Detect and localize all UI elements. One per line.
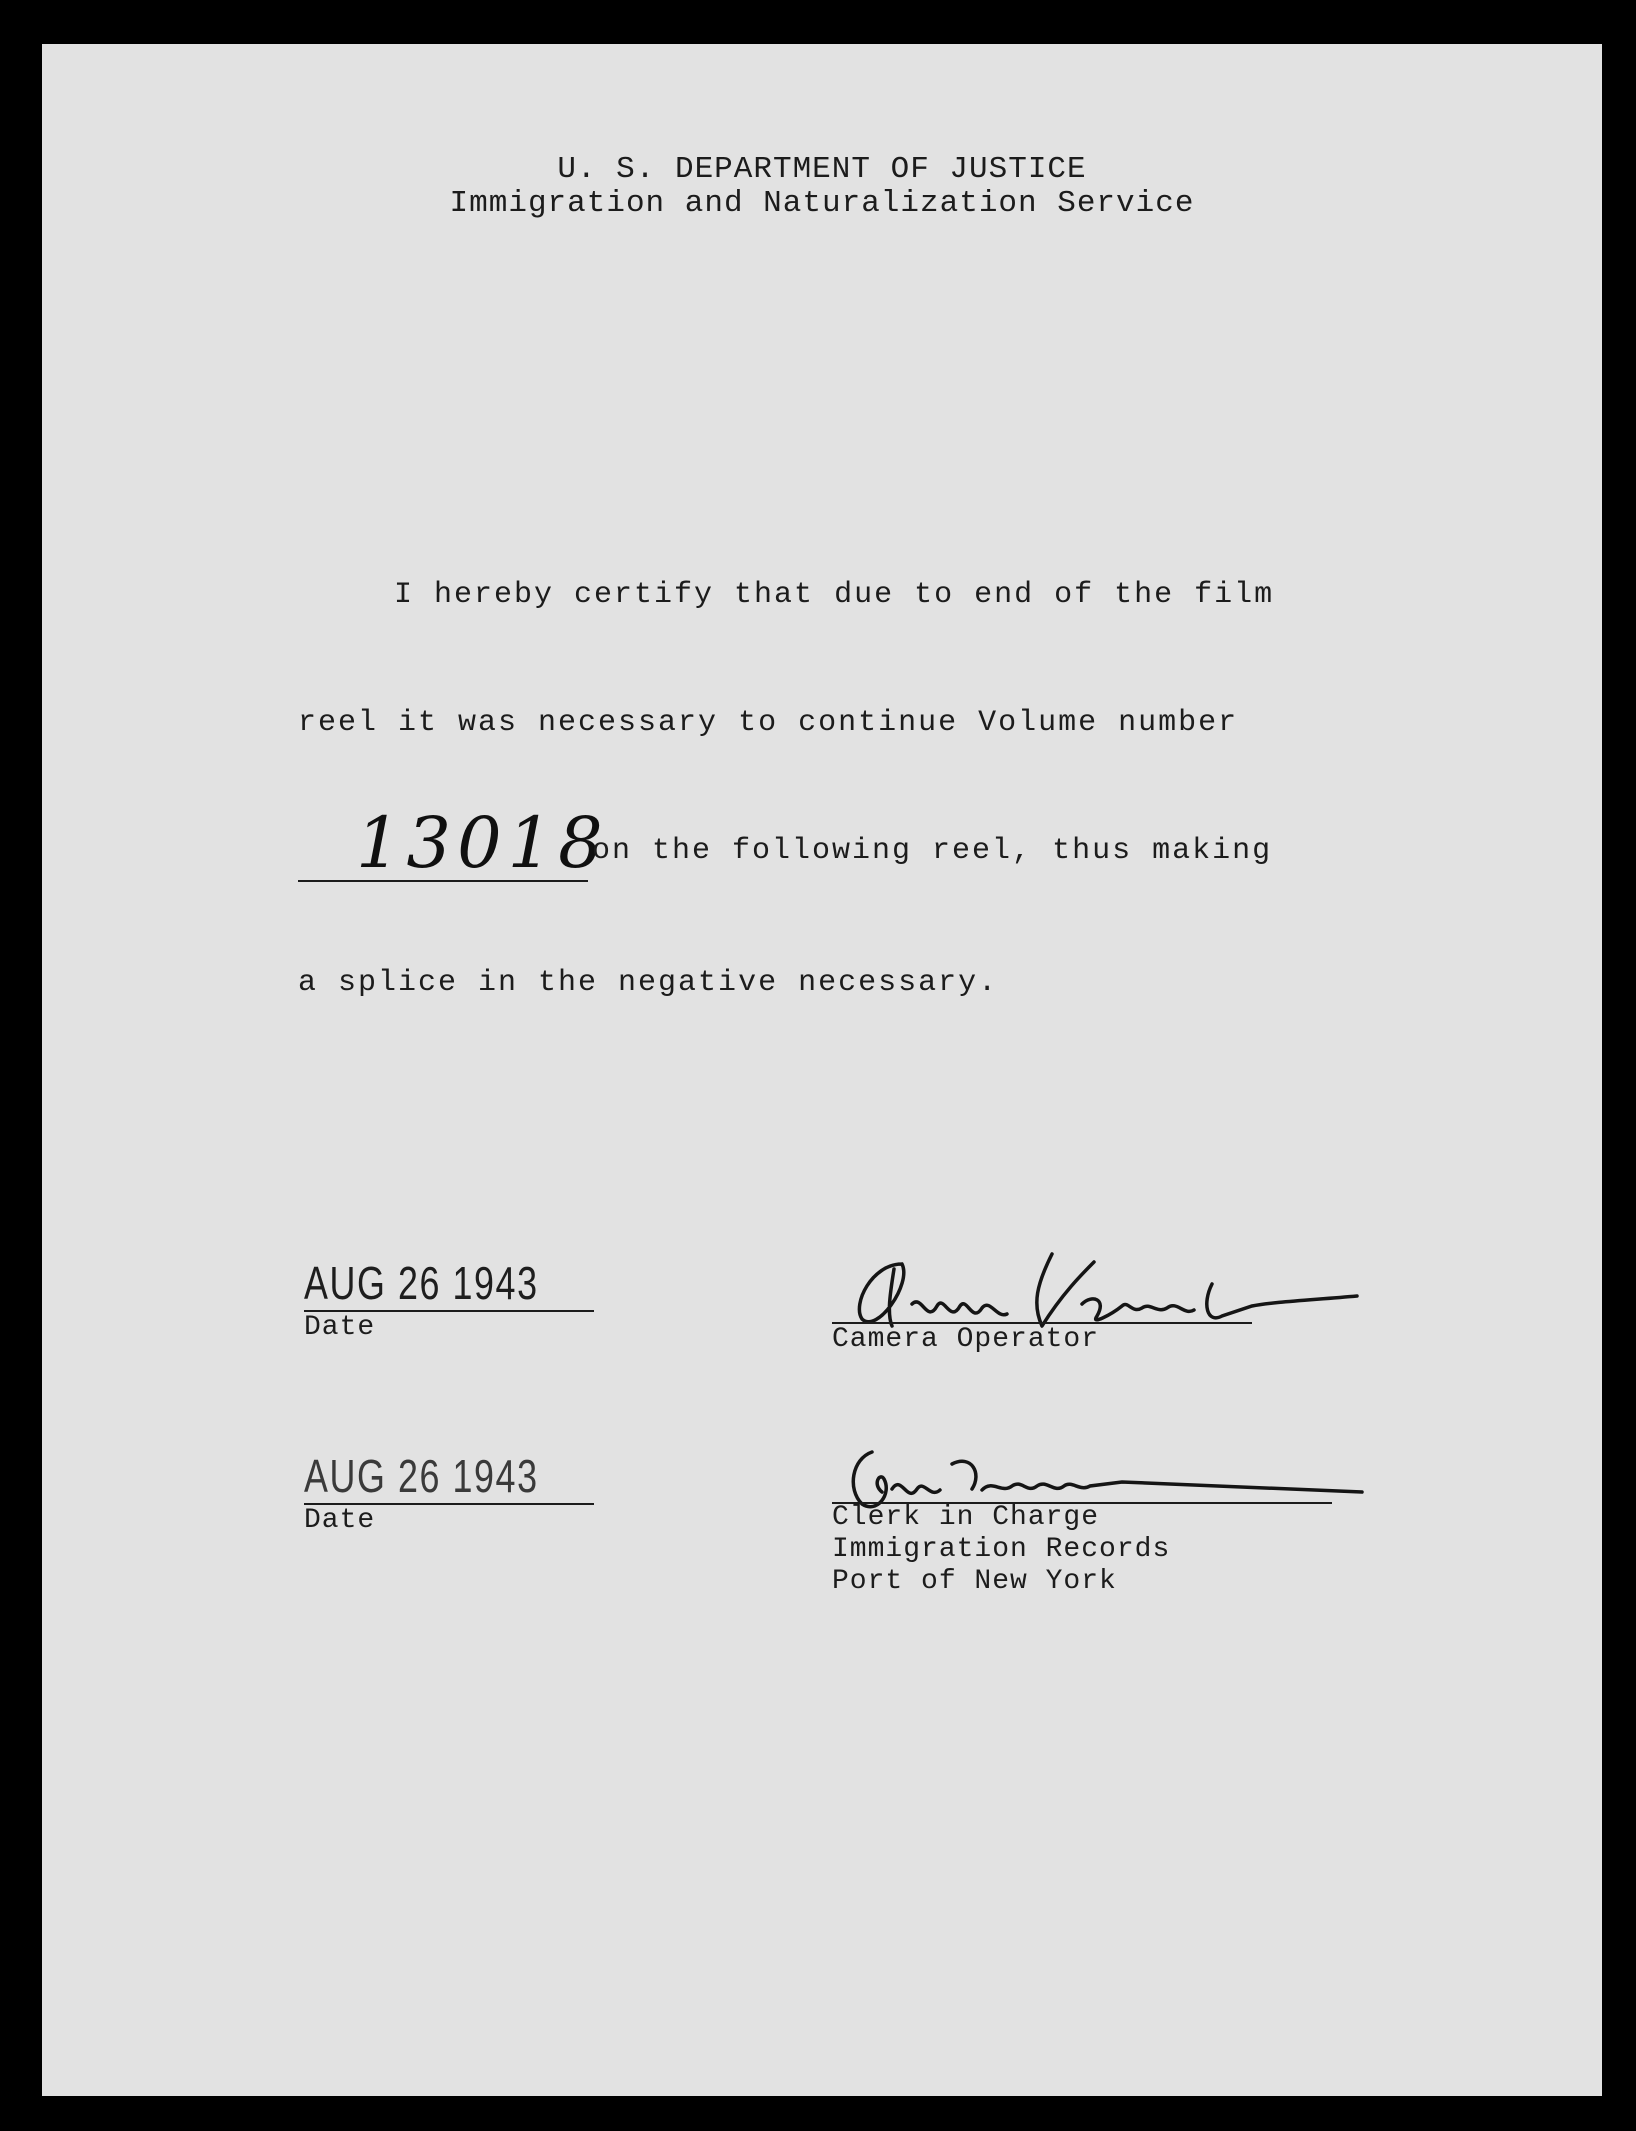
certificate-line-3: on the following reel, thus making — [592, 834, 1273, 868]
certificate-line-2: reel it was necessary to continue Volume number — [298, 706, 1239, 740]
service-heading: Immigration and Naturalization Service — [449, 186, 1195, 221]
department-heading: U. S. DEPARTMENT OF JUSTICE — [557, 152, 1087, 187]
clerk-title-line-3: Port of New York — [832, 1566, 1117, 1597]
operator-signature-image — [832, 1244, 1372, 1334]
volume-number-field — [298, 802, 609, 884]
operator-date-block — [304, 1256, 594, 1343]
clerk-title-line-2: Immigration Records — [832, 1534, 1171, 1565]
clerk-title-line-1: Clerk in Charge — [832, 1502, 1100, 1533]
clerk-date-label: Date — [304, 1505, 376, 1536]
certificate-line-4: a splice in the negative necessary. — [298, 966, 999, 1000]
certificate-line-1: I hereby certify that due to end of the film — [394, 578, 1275, 612]
clerk-date-block — [304, 1449, 594, 1536]
volume-number: 13018 — [356, 802, 609, 884]
document-page — [42, 44, 1602, 2096]
clerk-date-stamp: AUG 26 1943 — [304, 1450, 539, 1502]
operator-date-stamp: AUG 26 1943 — [304, 1257, 539, 1309]
operator-title: Camera Operator — [832, 1324, 1100, 1355]
operator-date-label: Date — [304, 1312, 376, 1343]
